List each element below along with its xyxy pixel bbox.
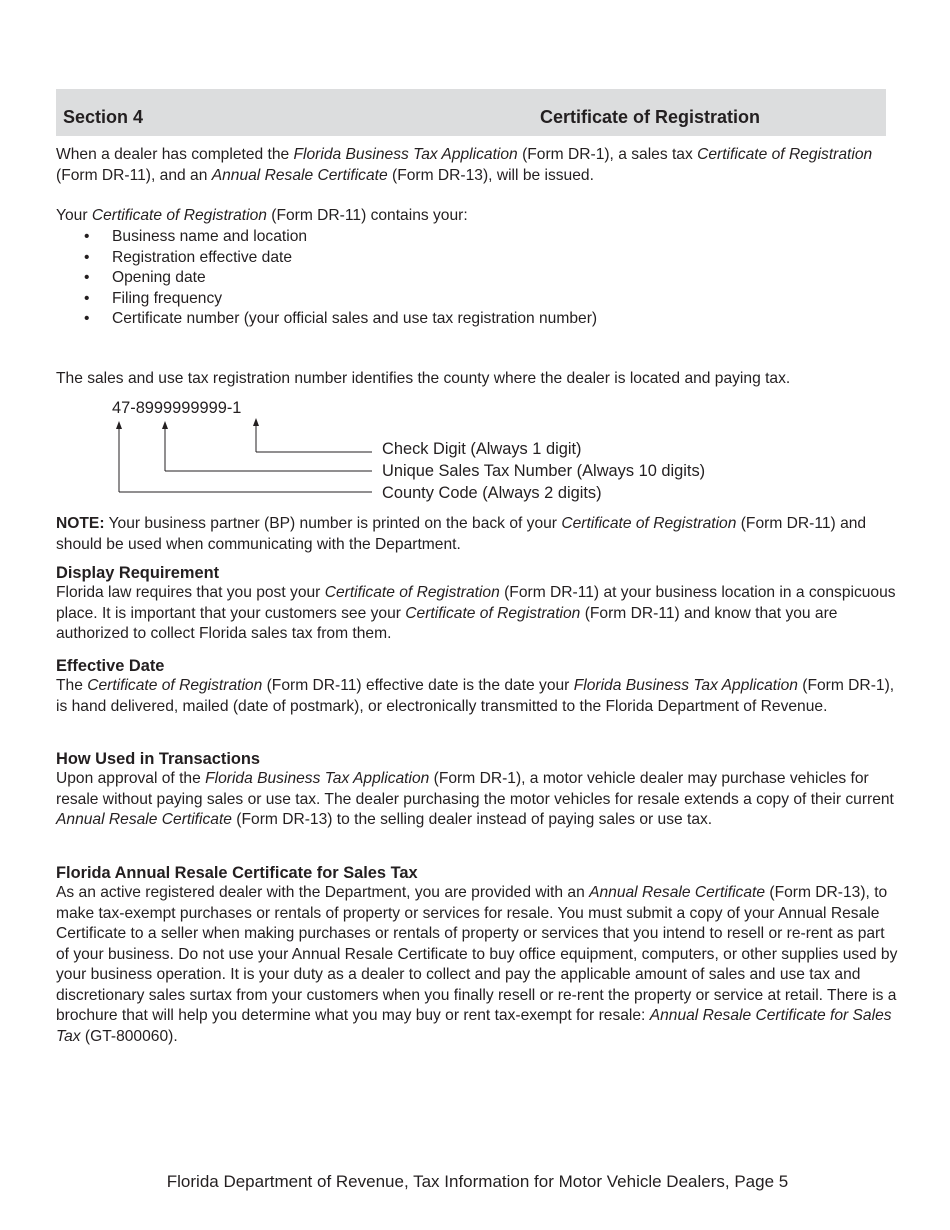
intro-text-1: When a dealer has completed the Florida Business Tax Application (Form DR-1), a sales tax Certificate of Registration (Form DR-11), and an Annual Resale Certificate (Form DR-13), will be issued. [56,146,873,184]
section-header-bar [56,89,886,136]
resale-certificate-text: As an active registered dealer with the Department, you are provided with an Annual Resale Certificate (Form DR-13), to make tax-exempt purchases or rentals of property or services for resale. You must submit a copy of your Annual Resale Certificate to a seller when making purchases or rentals of property or services that you intend to resell or re-rent as part of your business. Do not use your Annual Resale Certificate to buy office equipment, computers, or other supplies used by your business operation. It is your duty as a dealer to collect and pay the applicable amount of sales and use tax and discretionary sales surtax from your customers when you finally resell or re-rent the property or service at retail. There is a brochure that will help you determine what you may buy or rent tax-exempt for resale: Annual Resale Certificate for Sales Tax (GT-800060). [56,884,898,1045]
display-requirement-text: Florida law requires that you post your Certificate of Registration (Form DR-11) at your business location in a conspicuous place. It is important that your customers see your Certificate of Registration (Form DR-11) and know that you are authorized to collect Florida sales tax from them. [56,584,896,642]
list-item: • Filing frequency [56,289,597,310]
bullet-icon: • [84,310,90,327]
bullet-icon: • [84,269,90,286]
section-title: Certificate of Registration [540,107,761,127]
effective-date-heading: Effective Date [56,657,165,675]
check-digit-label: Check Digit (Always 1 digit) [382,440,582,458]
note-paragraph [56,514,901,555]
county-code-label: County Code (Always 2 digits) [382,484,602,502]
unique-number-arrowhead-icon [162,421,168,429]
registration-intro-text: The sales and use tax registration number identifies the county where the dealer is located and paying tax. [56,370,791,387]
county-code-arrowhead-icon [116,421,122,429]
registration-number-diagram [0,395,950,510]
bullet-icon: • [84,248,90,266]
bullet-icon: • [84,289,90,307]
list-item: • Opening date [56,268,597,289]
transactions-heading: How Used in Transactions [56,750,261,768]
list-item: • Certificate number (your official sales and use tax registration number) [56,309,597,330]
effective-date-text: The Certificate of Registration (Form DR-11) effective date is the date your Florida Business Tax Application (Form DR-1), is hand delivered, mailed (date of postmark), or electronically transmitted to the Florida Department of Revenue. [56,677,895,715]
transactions-text: Upon approval of the Florida Business Tax Application (Form DR-1), a motor vehicle dealer may purchase vehicles for resale without paying sales or use tax. The dealer purchasing the motor vehicles for resale extends a copy of their current Annual Resale Certificate (Form DR-13) to the selling dealer instead of paying sales or use tax. [56,770,894,828]
bullet-icon: • [84,228,90,245]
registration-number-example: 47-8999999999-1 [112,399,242,417]
section-number: Section 4 [63,107,144,127]
resale-certificate-heading: Florida Annual Resale Certificate for Sales Tax [56,864,418,882]
registration-intro [56,369,901,390]
certificate-contents-list [56,227,597,330]
intro-paragraph-1 [56,145,901,186]
list-item: • Business name and location [56,227,597,248]
list-item: • Registration effective date [56,248,597,269]
check-digit-arrowhead-icon [253,418,259,426]
display-requirement-heading: Display Requirement [56,564,220,582]
note-text: NOTE: Your business partner (BP) number is printed on the back of your Certificate of Registration (Form DR-11) and should be used when communicating with the Department. [56,515,867,553]
page-footer: Florida Department of Revenue, Tax Information for Motor Vehicle Dealers, Page 5 [166,1172,789,1191]
intro-text-2: Your Certificate of Registration (Form DR-11) contains your: [56,207,468,224]
resale-certificate-section [56,863,901,1047]
display-requirement-section [56,563,901,645]
intro-paragraph-2 [56,206,901,227]
effective-date-section [56,656,901,717]
transactions-section [56,749,901,831]
unique-number-label: Unique Sales Tax Number (Always 10 digits) [382,462,706,480]
